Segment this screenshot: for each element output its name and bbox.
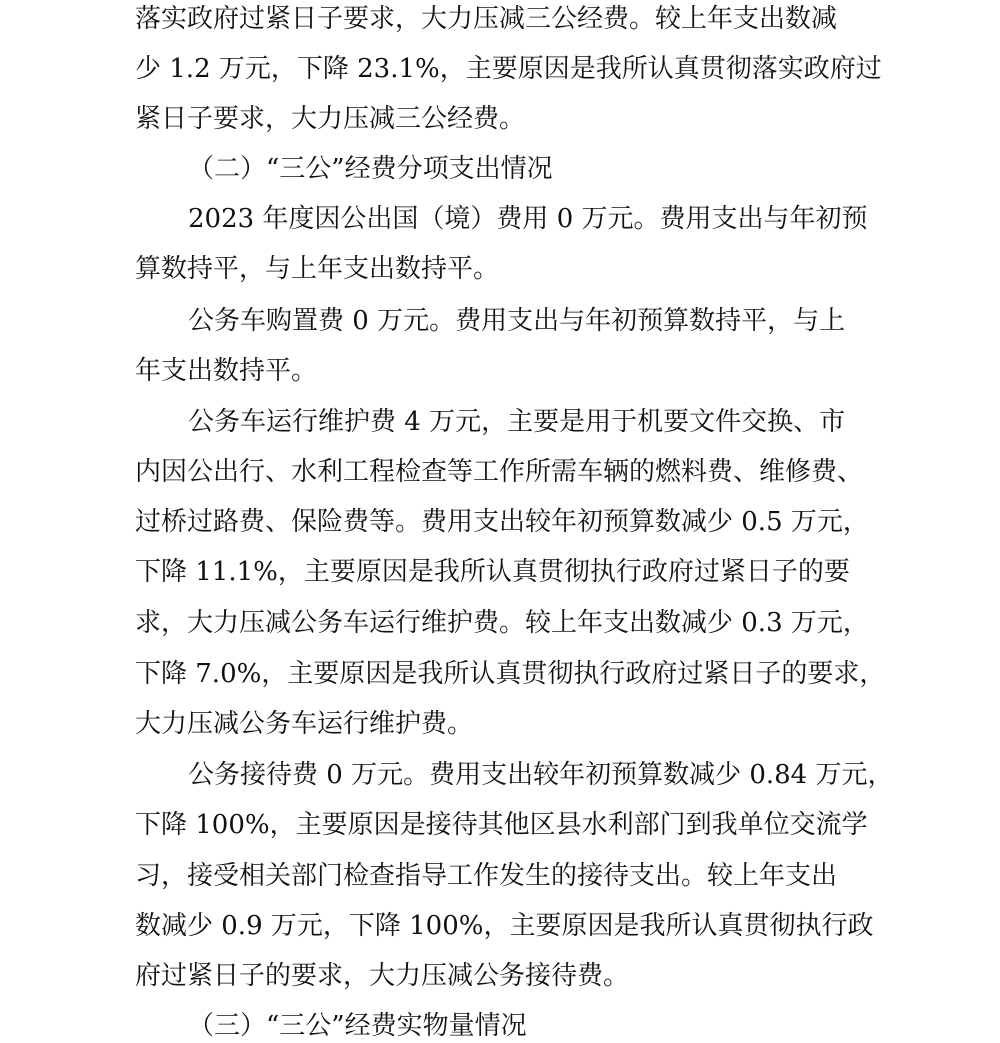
paragraph-line: 紧日子要求，大力压减三公经费。 [135, 104, 526, 134]
paragraph-line: 大力压减公务车运行维护费。 [135, 709, 474, 739]
paragraph-line: 公务车购置费 0 万元。费用支出与年初预算数持平，与上 [188, 306, 846, 336]
paragraph-line: 2023 年度因公出国（境）费用 0 万元。费用支出与年初预 [188, 204, 868, 234]
paragraph-line: 下降 100%，主要原因是接待其他区县水利部门到我单位交流学 [135, 810, 868, 840]
paragraph-line: 落实政府过紧日子要求，大力压减三公经费。较上年支出数减 [135, 4, 838, 34]
section-heading: （三）“三公”经费实物量情况 [188, 1011, 527, 1041]
paragraph-line: 公务接待费 0 万元。费用支出较年初预算数减少 0.84 万元， [188, 760, 894, 790]
paragraph-line: 习，接受相关部门检查指导工作发生的接待支出。较上年支出 [135, 861, 838, 891]
section-heading: （二）“三公”经费分项支出情况 [188, 154, 553, 184]
paragraph-line: 求，大力压减公务车运行维护费。较上年支出数减少 0.3 万元， [135, 608, 869, 638]
paragraph-line: 少 1.2 万元，下降 23.1%，主要原因是我所认真贯彻落实政府过 [135, 54, 882, 84]
paragraph-line: 下降 7.0%，主要原因是我所认真贯彻执行政府过紧日子的要求， [135, 659, 886, 689]
paragraph-line: 算数持平，与上年支出数持平。 [135, 254, 500, 284]
paragraph-line: 内因公出行、水利工程检查等工作所需车辆的燃料费、维修费、 [135, 457, 864, 487]
paragraph-line: 数减少 0.9 万元，下降 100%，主要原因是我所认真贯彻执行政 [135, 911, 874, 941]
paragraph-line: 下降 11.1%，主要原因是我所认真贯彻执行政府过紧日子的要 [135, 557, 850, 587]
paragraph-line: 年支出数持平。 [135, 356, 318, 386]
paragraph-line: 府过紧日子的要求，大力压减公务接待费。 [135, 961, 630, 991]
paragraph-line: 公务车运行维护费 4 万元，主要是用于机要文件交换、市 [188, 407, 846, 437]
paragraph-line: 过桥过路费、保险费等。费用支出较年初预算数减少 0.5 万元， [135, 507, 869, 537]
